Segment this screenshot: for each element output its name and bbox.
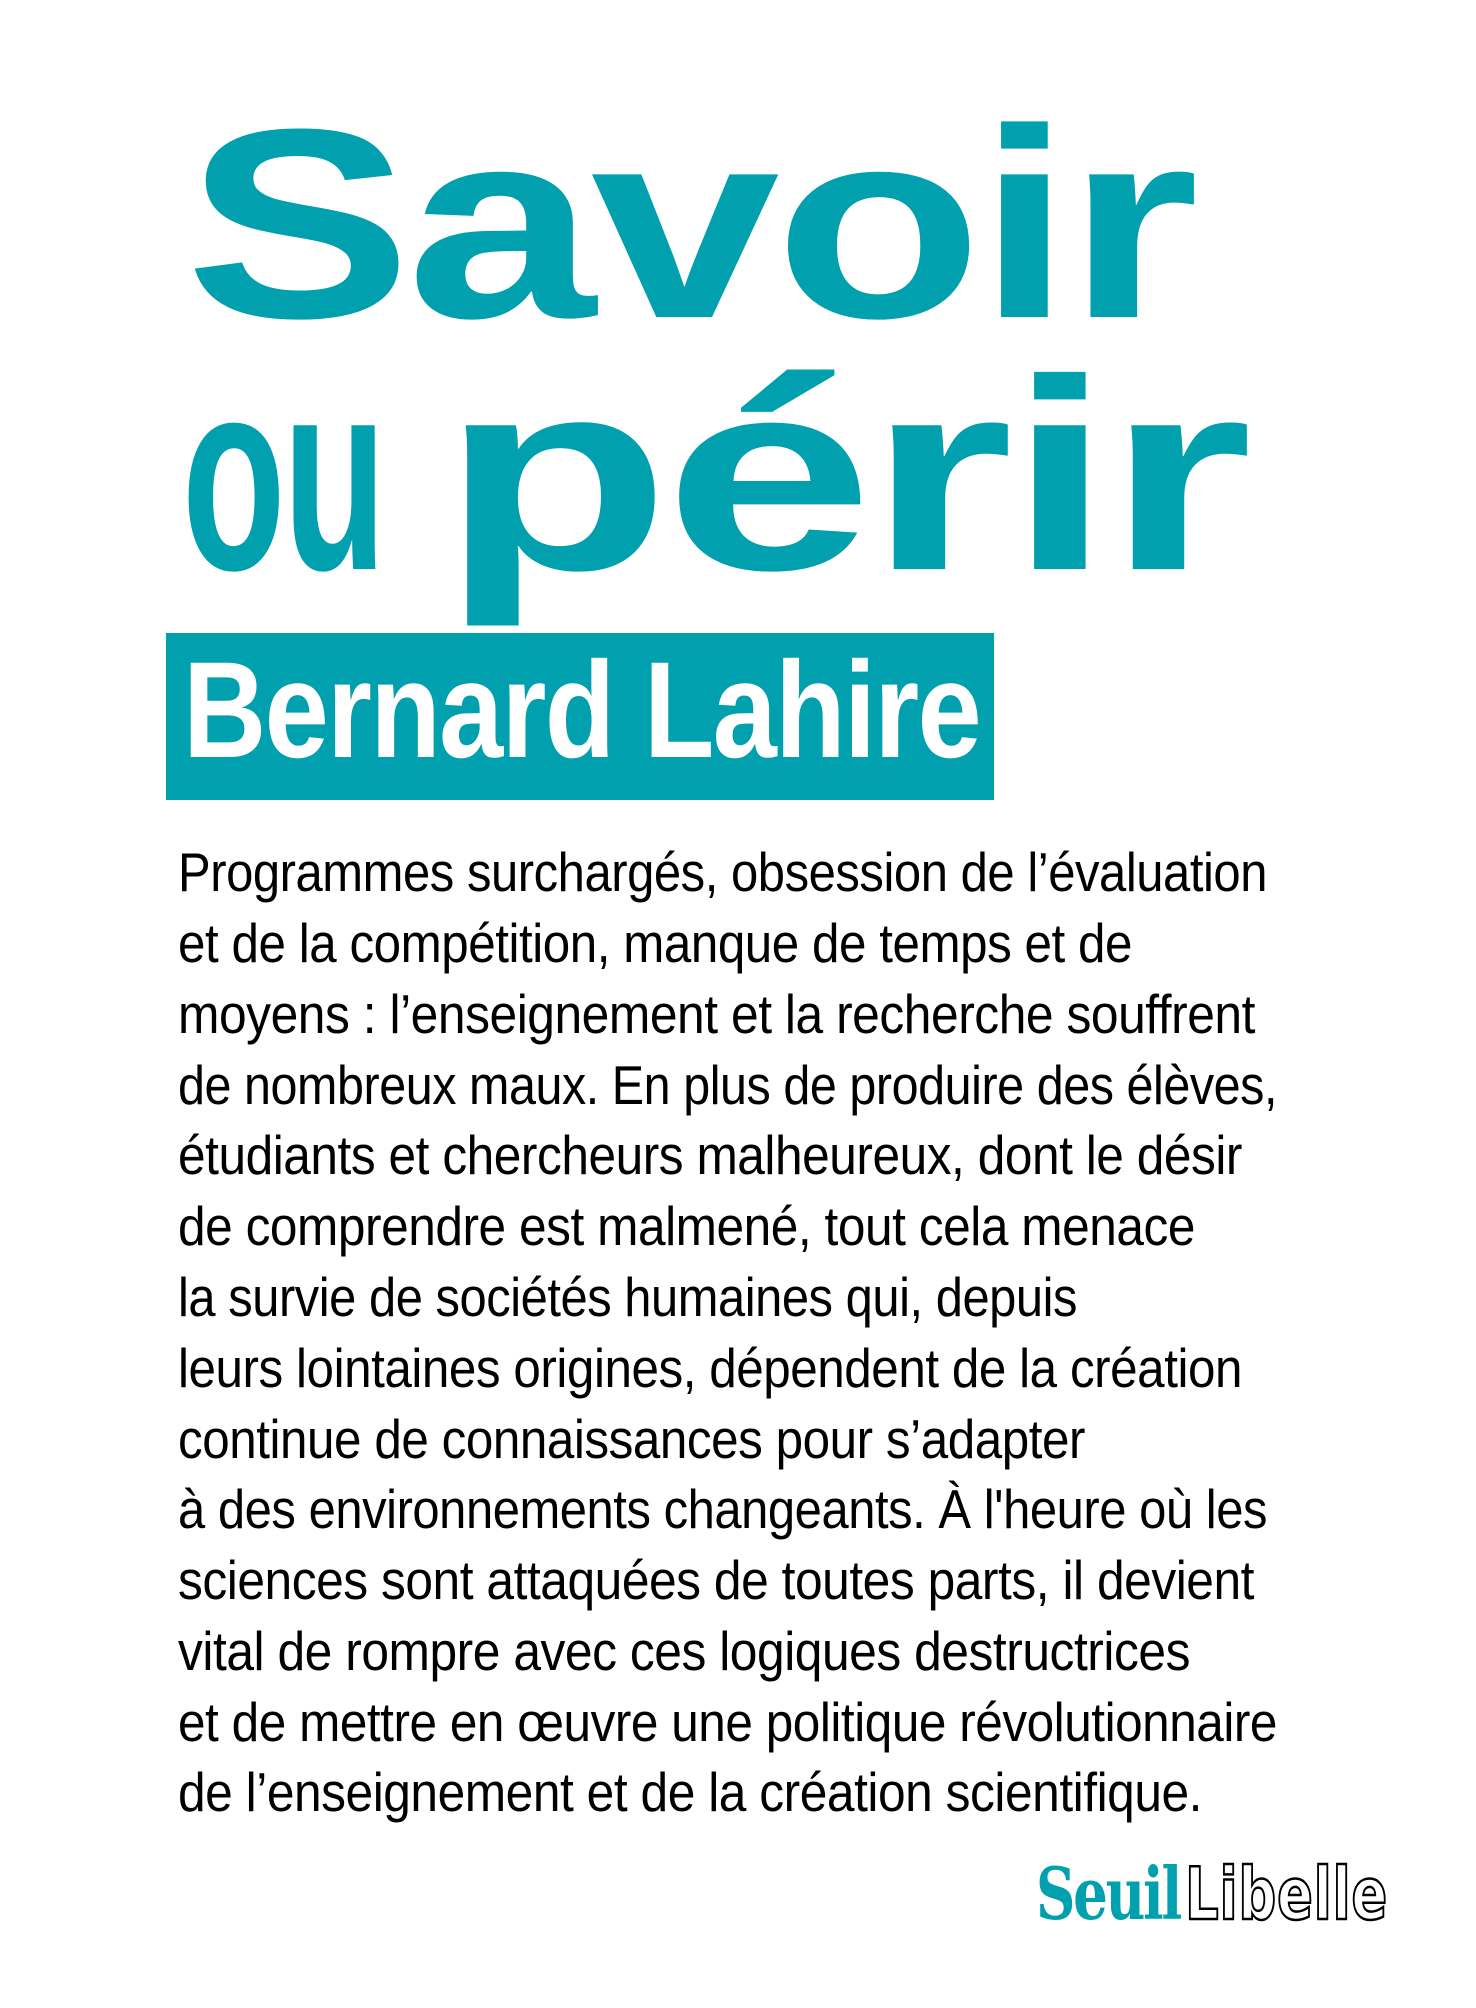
description-line: et de mettre en œuvre une politique révolutionnaire — [178, 1691, 1277, 1753]
title-word-ou: ou — [182, 323, 384, 627]
description-line: continue de connaissances pour s’adapter — [178, 1408, 1085, 1470]
title-word-perir: périr — [441, 323, 1247, 627]
description-line: Programmes surchargés, obsession de l’évaluation — [178, 841, 1267, 903]
description-line: de l’enseignement et de la création scientifique. — [178, 1761, 1202, 1823]
description-line: et de la compétition, manque de temps et de — [178, 912, 1132, 974]
description-line: vital de rompre avec ces logiques destructrices — [178, 1620, 1190, 1682]
description-line: à des environnements changeants. À l'heure où les — [178, 1478, 1267, 1540]
logo-libelle-wordmark: Libelle — [1185, 1852, 1388, 1936]
description-line: leurs lointaines origines, dépendent de la création — [178, 1337, 1242, 1399]
title-line-savoir: Savoir — [185, 74, 1194, 375]
description-line: sciences sont attaquées de toutes parts, il devient — [178, 1549, 1254, 1611]
description-line: moyens : l’enseignement et la recherche souffrent — [178, 983, 1255, 1045]
description-line: de comprendre est malmené, tout cela menace — [178, 1195, 1195, 1257]
author-name: Bernard Lahire — [183, 634, 980, 787]
description-line: la survie de sociétés humaines qui, depuis — [178, 1266, 1077, 1328]
logo-seuil-wordmark: Seuil — [1036, 1851, 1180, 1936]
description-line: de nombreux maux. En plus de produire des élèves, — [178, 1054, 1277, 1116]
description-line: étudiants et chercheurs malheureux, dont le désir — [178, 1124, 1242, 1186]
